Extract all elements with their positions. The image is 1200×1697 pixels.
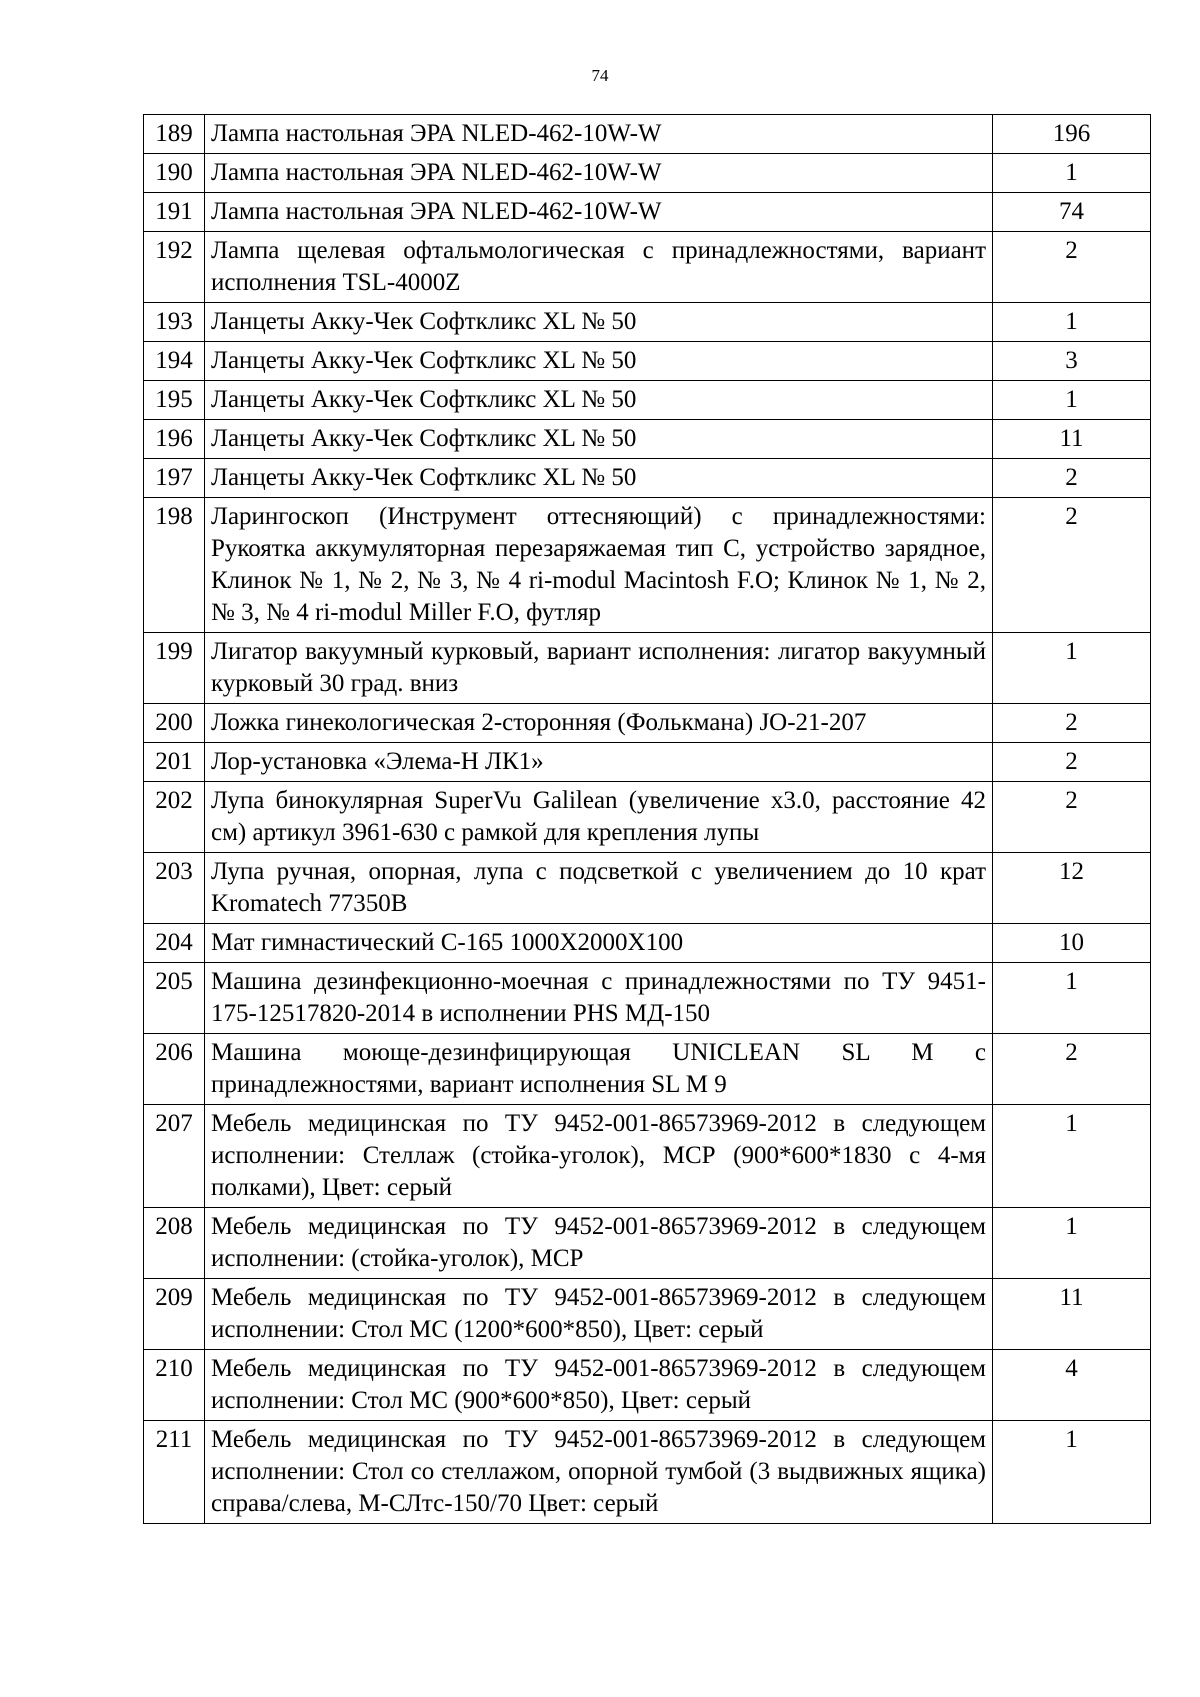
item-name: Лупа ручная, опорная, лупа с подсветкой с увеличением до 10 крат Kromatech 77350B — [205, 853, 993, 924]
row-number: 210 — [144, 1350, 205, 1421]
row-number: 195 — [144, 381, 205, 420]
table-row — [144, 1421, 1151, 1524]
item-quantity: 11 — [993, 420, 1151, 459]
table-row — [144, 1034, 1151, 1105]
item-name: Лампа настольная ЭРА NLED-462-10W-W — [205, 193, 993, 232]
item-quantity: 1 — [993, 633, 1151, 704]
row-number: 204 — [144, 924, 205, 963]
item-quantity: 1 — [993, 963, 1151, 1034]
row-number: 205 — [144, 963, 205, 1034]
row-number: 199 — [144, 633, 205, 704]
item-quantity: 1 — [993, 1105, 1151, 1208]
item-name: Ланцеты Акку-Чек Софткликс XL № 50 — [205, 303, 993, 342]
row-number: 193 — [144, 303, 205, 342]
row-number: 191 — [144, 193, 205, 232]
item-name: Мебель медицинская по ТУ 9452-001-86573969-2012 в следующем исполнении: Стол МС (900*600*850), Цвет: серый — [205, 1350, 993, 1421]
equipment-table-body — [144, 115, 1151, 1524]
item-quantity: 4 — [993, 1350, 1151, 1421]
item-quantity: 3 — [993, 342, 1151, 381]
item-name: Мебель медицинская по ТУ 9452-001-86573969-2012 в следующем исполнении: Стол МС (1200*600*850), Цвет: серый — [205, 1279, 993, 1350]
row-number: 196 — [144, 420, 205, 459]
item-name: Ланцеты Акку-Чек Софткликс XL № 50 — [205, 381, 993, 420]
row-number: 207 — [144, 1105, 205, 1208]
row-number: 203 — [144, 853, 205, 924]
table-row — [144, 704, 1151, 743]
row-number: 190 — [144, 154, 205, 193]
item-name: Лампа настольная ЭРА NLED-462-10W-W — [205, 154, 993, 193]
table-row — [144, 115, 1151, 154]
table-row — [144, 381, 1151, 420]
row-number: 192 — [144, 232, 205, 303]
row-number: 201 — [144, 743, 205, 782]
item-name: Машина дезинфекционно-моечная с принадлежностями по ТУ 9451-175-12517820-2014 в исполнении PHS МД-150 — [205, 963, 993, 1034]
row-number: 189 — [144, 115, 205, 154]
row-number: 194 — [144, 342, 205, 381]
item-name: Ланцеты Акку-Чек Софткликс XL № 50 — [205, 459, 993, 498]
table-row — [144, 232, 1151, 303]
row-number: 209 — [144, 1279, 205, 1350]
item-quantity: 2 — [993, 704, 1151, 743]
item-name: Лор-установка «Элема-Н ЛК1» — [205, 743, 993, 782]
row-number: 208 — [144, 1208, 205, 1279]
item-name: Ложка гинекологическая 2-сторонняя (Фолькмана) JO-21-207 — [205, 704, 993, 743]
item-name: Мебель медицинская по ТУ 9452-001-86573969-2012 в следующем исполнении: Стеллаж (стойка-уголок), МСР (900*600*1830 с 4-мя полками), Цвет: серый — [205, 1105, 993, 1208]
table-row — [144, 303, 1151, 342]
item-quantity: 12 — [993, 853, 1151, 924]
table-row — [144, 154, 1151, 193]
row-number: 211 — [144, 1421, 205, 1524]
table-row — [144, 782, 1151, 853]
item-name: Мат гимнастический С-165 1000Х2000Х100 — [205, 924, 993, 963]
item-name: Ланцеты Акку-Чек Софткликс XL № 50 — [205, 420, 993, 459]
item-quantity: 1 — [993, 1208, 1151, 1279]
item-quantity: 10 — [993, 924, 1151, 963]
equipment-table — [143, 114, 1151, 1524]
row-number: 202 — [144, 782, 205, 853]
row-number: 200 — [144, 704, 205, 743]
item-quantity: 196 — [993, 115, 1151, 154]
table-row — [144, 743, 1151, 782]
item-quantity: 1 — [993, 1421, 1151, 1524]
table-row — [144, 459, 1151, 498]
table-row — [144, 1105, 1151, 1208]
item-quantity: 1 — [993, 303, 1151, 342]
item-quantity: 2 — [993, 232, 1151, 303]
item-name: Ларингоскоп (Инструмент оттесняющий) с принадлежностями: Рукоятка аккумуляторная перезаряжаемая тип С, устройство зарядное, Клинок № 1, № 2, № 3, № 4 ri-modul Macintosh F.O; Клинок № 1, № 2, № 3, № 4 ri-modul Miller F.O, футляр — [205, 498, 993, 633]
item-quantity: 1 — [993, 381, 1151, 420]
table-row — [144, 1208, 1151, 1279]
row-number: 206 — [144, 1034, 205, 1105]
item-quantity: 2 — [993, 1034, 1151, 1105]
item-quantity: 2 — [993, 782, 1151, 853]
item-quantity: 74 — [993, 193, 1151, 232]
item-name: Мебель медицинская по ТУ 9452-001-86573969-2012 в следующем исполнении: (стойка-уголок), МСР — [205, 1208, 993, 1279]
row-number: 197 — [144, 459, 205, 498]
item-name: Мебель медицинская по ТУ 9452-001-86573969-2012 в следующем исполнении: Стол со стеллажом, опорной тумбой (3 выдвижных ящика) справа/слева, М-СЛтс-150/70 Цвет: серый — [205, 1421, 993, 1524]
table-row — [144, 498, 1151, 633]
item-quantity: 1 — [993, 154, 1151, 193]
page-number: 74 — [591, 66, 609, 85]
item-quantity: 11 — [993, 1279, 1151, 1350]
item-quantity: 2 — [993, 743, 1151, 782]
table-row — [144, 963, 1151, 1034]
item-name: Лампа щелевая офтальмологическая с принадлежностями, вариант исполнения TSL-4000Z — [205, 232, 993, 303]
table-row — [144, 633, 1151, 704]
item-name: Лупа бинокулярная SuperVu Galilean (увеличение x3.0, расстояние 42 см) артикул 3961-630 с рамкой для крепления лупы — [205, 782, 993, 853]
item-name: Лигатор вакуумный курковый, вариант исполнения: лигатор вакуумный курковый 30 град. вниз — [205, 633, 993, 704]
item-name: Лампа настольная ЭРА NLED-462-10W-W — [205, 115, 993, 154]
table-row — [144, 193, 1151, 232]
row-number: 198 — [144, 498, 205, 633]
table-row — [144, 1279, 1151, 1350]
table-row — [144, 420, 1151, 459]
table-row — [144, 342, 1151, 381]
item-quantity: 2 — [993, 498, 1151, 633]
table-row — [144, 1350, 1151, 1421]
table-row — [144, 853, 1151, 924]
item-name: Ланцеты Акку-Чек Софткликс XL № 50 — [205, 342, 993, 381]
item-name: Машина моюще-дезинфицирующая UNICLEAN SL M с принадлежностями, вариант исполнения SL M 9 — [205, 1034, 993, 1105]
item-quantity: 2 — [993, 459, 1151, 498]
table-row — [144, 924, 1151, 963]
